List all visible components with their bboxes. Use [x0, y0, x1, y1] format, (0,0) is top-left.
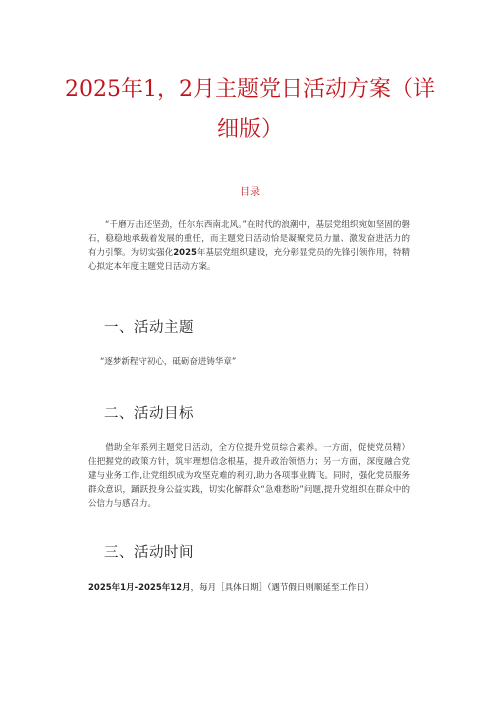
section-heading-theme: 一、活动主题	[104, 320, 194, 336]
document-title-line-1: 2025年1，2月主题党日活动方案（详	[65, 77, 435, 102]
intro-text-part-1: “千磨万击还坚劲，任尔东西南北风。”在时代的浪潮中，基层党组织宛如坚固的磐石，稳稳地承载着发展的重任，而主题党日活动恰是凝聚党员力量、激发奋进活力的有力引擎。为切实强化	[88, 220, 410, 258]
activity-time-range: 2025年1月-2025年12月	[88, 583, 191, 593]
section-heading-goals: 二、活动目标	[104, 406, 194, 422]
intro-text-part-2: 年基层党组织建设，充分彰显党员的先锋引领作用，特精心拟定本年度主题党日活动方案。	[88, 248, 410, 272]
activity-time-detail: ，每月［具体日期］（遇节假日则顺延至工作日）	[190, 583, 374, 593]
goals-paragraph	[88, 441, 410, 511]
activity-time-line	[88, 581, 373, 593]
goals-text: 借助全年系列主题党日活动，全方位提升党员综合素养。一方面，促使党员精）住把握党的政策方针，筑牢理想信念根基，提升政治领悟力；另一方面，深度融合党建与业务工作,让党组织成为攻坚克难的利刃,助力各项事业腾飞。同时，强化党员服务群众意识，踊跃投身公益实践，切实化解群众“急难愁盼”问题,提升党组织在群众中的公信力与感召力。	[88, 443, 410, 509]
activity-theme-slogan: “逐梦新程守初心，砥砺奋进铸华章”	[100, 357, 237, 367]
intro-year: 2025	[173, 248, 197, 258]
document-title-line-2: 细版）	[216, 117, 283, 142]
section-heading-time: 三、活动时间	[104, 545, 194, 561]
intro-paragraph	[88, 218, 410, 274]
toc-link[interactable]: 目录	[240, 187, 260, 198]
